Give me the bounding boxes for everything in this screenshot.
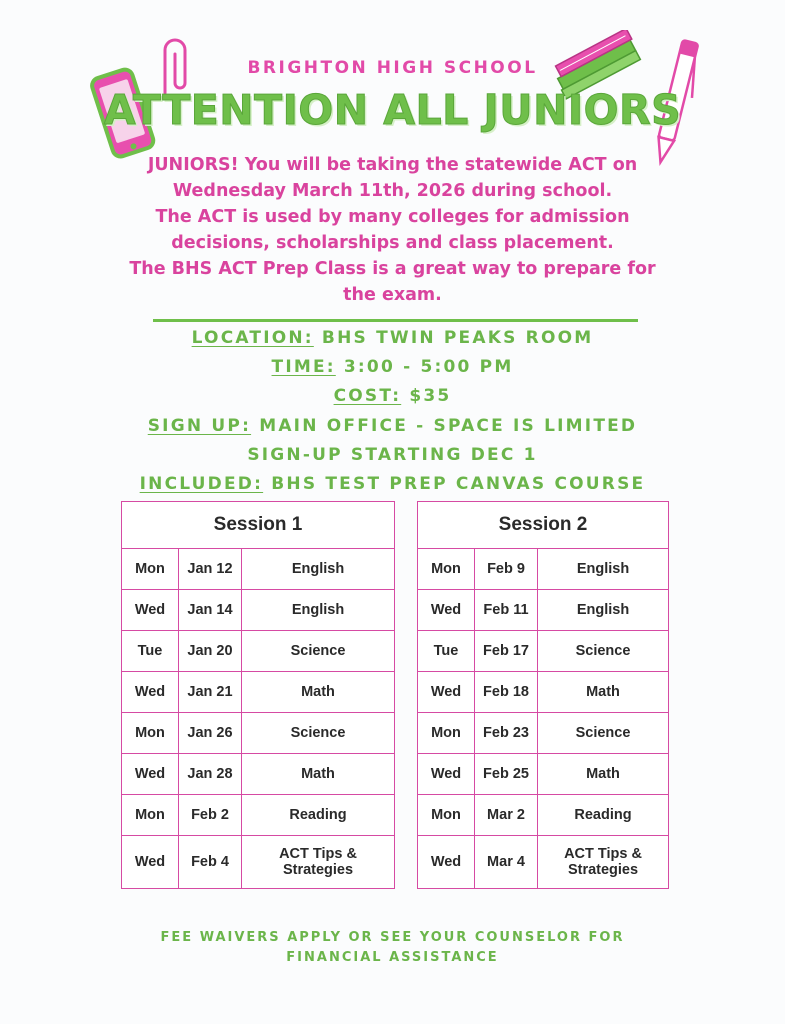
footer-line: FINANCIAL ASSISTANCE — [286, 950, 499, 965]
table-row — [122, 590, 394, 631]
table-row — [418, 549, 668, 590]
subject-cell: ACT Tips & Strategies — [538, 836, 669, 889]
day-cell: Mon — [122, 795, 179, 836]
intro-line: Wednesday March 11th, 2026 during school. — [172, 181, 613, 201]
intro-line: decisions, scholarships and class placement. — [171, 233, 614, 253]
table-row — [122, 549, 394, 590]
location-value: BHS TWIN PEAKS ROOM — [313, 328, 594, 348]
table-row — [122, 754, 394, 795]
table-row — [418, 631, 668, 672]
intro-text — [90, 152, 695, 308]
session-title: Session 2 — [418, 502, 668, 549]
table-row — [418, 836, 668, 889]
date-cell: Feb 2 — [179, 795, 242, 836]
table-row — [122, 795, 394, 836]
included-value: BHS TEST PREP CANVAS COURSE — [263, 474, 646, 494]
day-cell: Mon — [418, 795, 475, 836]
subject-cell: Math — [538, 754, 669, 795]
included-line — [0, 474, 785, 494]
included-label: INCLUDED: — [139, 474, 264, 494]
day-cell: Wed — [122, 836, 179, 889]
signup-value: MAIN OFFICE - SPACE IS LIMITED — [251, 416, 638, 436]
table-row — [418, 795, 668, 836]
table-row — [122, 672, 394, 713]
day-cell: Wed — [122, 672, 179, 713]
signup-label: SIGN UP: — [147, 416, 252, 436]
footer-note — [0, 928, 785, 968]
intro-line: JUNIORS! You will be taking the statewide ACT on — [147, 155, 638, 175]
day-cell: Mon — [122, 549, 179, 590]
intro-line: The ACT is used by many colleges for admission — [155, 207, 630, 227]
session-title: Session 1 — [122, 502, 394, 549]
table-row — [122, 836, 394, 889]
day-cell: Wed — [418, 672, 475, 713]
subject-cell: Math — [538, 672, 669, 713]
date-cell: Jan 14 — [179, 590, 242, 631]
table-row — [418, 672, 668, 713]
time-label: TIME: — [271, 357, 336, 377]
intro-line: The BHS ACT Prep Class is a great way to prepare for — [129, 259, 656, 279]
date-cell: Mar 4 — [475, 836, 538, 889]
date-cell: Jan 21 — [179, 672, 242, 713]
subject-cell: Science — [538, 713, 669, 754]
time-value: 3:00 - 5:00 PM — [335, 357, 514, 377]
table-row — [122, 713, 394, 754]
divider — [153, 319, 638, 322]
subject-cell: Science — [538, 631, 669, 672]
table-row — [418, 754, 668, 795]
subject-cell: English — [538, 549, 669, 590]
day-cell: Tue — [418, 631, 475, 672]
day-cell: Tue — [122, 631, 179, 672]
day-cell: Wed — [122, 590, 179, 631]
date-cell: Jan 26 — [179, 713, 242, 754]
session-1-table — [121, 501, 395, 889]
cost-label: COST: — [333, 386, 402, 406]
table-row — [418, 713, 668, 754]
signup-line — [0, 416, 785, 436]
headline: ATTENTION ALL JUNIORS — [103, 86, 682, 134]
footer-line: FEE WAIVERS APPLY OR SEE YOUR COUNSELOR FOR — [160, 930, 625, 945]
date-cell: Feb 4 — [179, 836, 242, 889]
date-cell: Feb 17 — [475, 631, 538, 672]
day-cell: Wed — [418, 590, 475, 631]
location-line — [0, 328, 785, 348]
day-cell: Mon — [122, 713, 179, 754]
date-cell: Jan 28 — [179, 754, 242, 795]
table-row — [122, 631, 394, 672]
day-cell: Mon — [418, 549, 475, 590]
table-row — [418, 590, 668, 631]
subject-cell: English — [242, 590, 395, 631]
date-cell: Mar 2 — [475, 795, 538, 836]
date-cell: Feb 25 — [475, 754, 538, 795]
signup-start: SIGN-UP STARTING DEC 1 — [247, 445, 538, 465]
subject-cell: Science — [242, 631, 395, 672]
date-cell: Feb 11 — [475, 590, 538, 631]
day-cell: Wed — [418, 836, 475, 889]
cost-line — [0, 386, 785, 406]
cost-value: $35 — [401, 386, 452, 406]
time-line — [0, 357, 785, 377]
subject-cell: Science — [242, 713, 395, 754]
intro-line: the exam. — [343, 285, 442, 305]
date-cell: Feb 18 — [475, 672, 538, 713]
date-cell: Jan 12 — [179, 549, 242, 590]
day-cell: Wed — [418, 754, 475, 795]
date-cell: Feb 9 — [475, 549, 538, 590]
date-cell: Feb 23 — [475, 713, 538, 754]
subject-cell: Reading — [242, 795, 395, 836]
session-2-table — [417, 501, 669, 889]
location-label: LOCATION: — [191, 328, 314, 348]
subject-cell: English — [538, 590, 669, 631]
day-cell: Mon — [418, 713, 475, 754]
date-cell: Jan 20 — [179, 631, 242, 672]
subject-cell: ACT Tips & Strategies — [242, 836, 395, 889]
subject-cell: Math — [242, 672, 395, 713]
subject-cell: Reading — [538, 795, 669, 836]
school-name: BRIGHTON HIGH SCHOOL — [247, 58, 538, 78]
subject-cell: English — [242, 549, 395, 590]
subject-cell: Math — [242, 754, 395, 795]
day-cell: Wed — [122, 754, 179, 795]
